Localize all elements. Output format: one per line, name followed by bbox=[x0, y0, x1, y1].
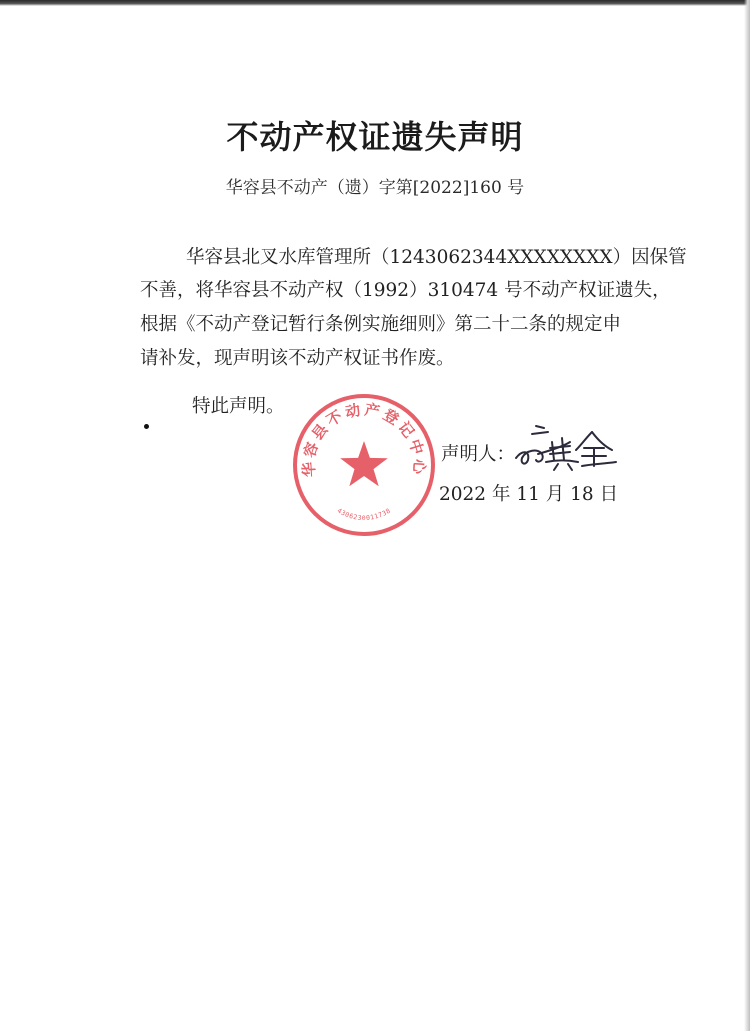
seal-name: 华容县不动产登记中心 bbox=[299, 400, 429, 478]
body-line-4: 请补发，现声明该不动产权证书作废。 bbox=[140, 348, 455, 369]
body-line-2: 不善，将华容县不动产权（1992）310474 号不动产权证遗失， bbox=[140, 280, 671, 301]
closing-statement: 特此声明。 bbox=[192, 396, 285, 417]
official-seal-stamp bbox=[291, 392, 437, 538]
seal-code-text bbox=[336, 507, 393, 522]
document-number: 华容县不动产（遗）字第[2022]160 号 bbox=[225, 178, 525, 198]
scan-speck bbox=[144, 424, 149, 429]
handwritten-signature bbox=[512, 420, 624, 474]
page-title: 不动产权证遗失声明 bbox=[226, 118, 524, 156]
seal-code: 4306230011738 bbox=[335, 506, 393, 523]
body-line-3: 根据《不动产登记暂行条例实施细则》第二十二条的规定申 bbox=[140, 314, 622, 335]
declarant-label: 声明人： bbox=[441, 444, 516, 465]
declaration-date: 2022 年 11 月 18 日 bbox=[439, 484, 619, 505]
body-line-1: 华容县北叉水库管理所（1243062344XXXXXXXX）因保管 bbox=[186, 247, 687, 268]
seal-star bbox=[340, 441, 388, 486]
